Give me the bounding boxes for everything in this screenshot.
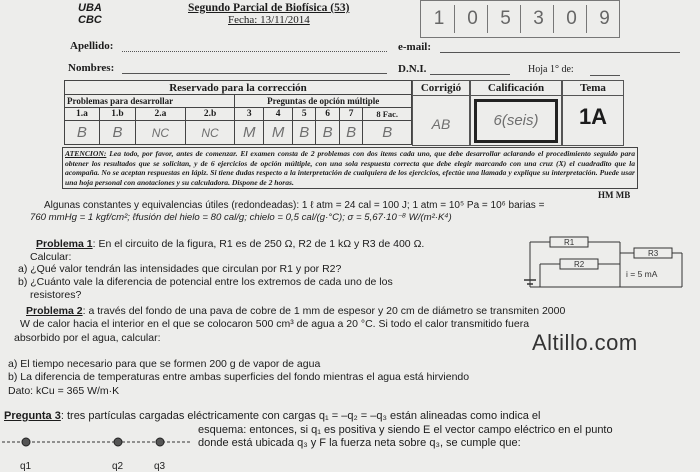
exam-title: Segundo Parcial de Biofísica (53) [188,2,350,14]
col-header: 2.b [185,108,235,121]
r1-label: R1 [564,238,575,247]
charge-q3-label: q3 [154,461,166,472]
circuit-diagram [520,232,690,302]
id-digit: 3 [520,5,556,33]
attention-label: ATENCION: [65,149,107,158]
exam-date: Fecha: 13/11/2014 [228,14,310,26]
tema-label: Tema [563,81,623,96]
grade-mark: M [235,121,264,145]
attention-notice [62,147,638,189]
calificacion-box [470,80,562,146]
apellido-field[interactable] [122,51,387,52]
email-label: e-mail: [398,41,431,53]
student-id-boxes [420,0,620,38]
problem-2-item-b: b) La diferencia de temperaturas entre ambas superficies del fondo mientras el agua está hirviendo [8,371,470,383]
hoja-field[interactable] [590,75,620,76]
corrigio-label: Corrigió [413,81,469,96]
grade-mark: B [292,121,315,145]
dni-field[interactable] [430,74,510,75]
problem-2-label: Problema 2 [26,305,83,317]
grade-mark: B [99,121,135,145]
charges-diagram [0,432,195,472]
problem-1-statement [36,238,424,250]
col-header: 1.b [99,108,135,121]
correction-table [64,80,412,145]
grade-mark: B [339,121,362,145]
corrigio-value: AB [431,116,451,132]
id-digit: 0 [454,5,490,33]
problem-1-item-a: a) ¿Qué valor tendrán las intensidades que circulan por R1 y por R2? [18,263,342,275]
problem-2-line-1 [26,305,565,317]
grade-mark: B [363,121,412,145]
question-3-label: Pregunta 3 [4,410,61,422]
tema-box [562,80,624,146]
id-digit: 5 [487,5,523,33]
charge-q3-marker [156,438,164,446]
problem-2-line-3: absorbido por el agua, calcular: [14,332,161,344]
problem-1-item-b-cont: resistores? [30,289,82,301]
grade-mark: NC [136,121,186,145]
grade-mark: B [65,121,100,145]
university-label: UBA [78,2,102,14]
tema-value: 1A [578,104,608,129]
apellido-label: Apellido: [70,40,114,52]
corrigio-box [412,80,470,146]
col-header: 2.a [136,108,186,121]
id-digit: 9 [586,5,622,33]
current-label: i = 5 mA [626,269,658,279]
problem-1-item-b: b) ¿Cuánto vale la diferencia de potencial entre los extremos de cada uno de los [18,276,393,288]
hoja-label: Hoja 1° de: [528,64,574,75]
watermark-logo: Altillo.com [532,330,638,355]
mc-header: Preguntas de opción múltiple [235,95,412,108]
calificacion-label: Calificación [471,81,561,96]
charge-q1-marker [22,438,30,446]
grade-mark: B [316,121,339,145]
nombres-label: Nombres: [68,62,115,74]
charge-q2-label: q2 [112,461,124,472]
question-3-line-2: esquema: entonces, si q₁ es positiva y siendo E el vector campo eléctrico en el punto [198,424,613,436]
id-digit: 0 [553,5,589,33]
dni-label: D.N.I. [398,63,427,75]
grade-mark: M [264,121,293,145]
problem-2-item-a: a) El tiempo necesario para que se formen 200 g de vapor de agua [8,358,321,370]
col-header: 1.a [65,108,100,121]
problem-1-calc: Calcular: [30,251,72,263]
col-header: 8 Fac. [363,108,412,121]
question-3-text-1: : tres partículas cargadas eléctricamente con cargas q₁ = –q₂ = –q₃ están alineadas como indica el [60,410,541,422]
r2-label: R2 [574,260,585,269]
school-label: CBC [78,14,102,26]
calificacion-value: 6(seis) [493,112,539,129]
corrector-initials: HM MB [598,190,631,200]
nombres-field[interactable] [122,73,387,74]
problem-2-text-1: : a través del fondo de una pava de cobre de 1 mm de espesor y 20 cm de diámetro se transmiten 2000 [82,305,566,317]
constants-line-2: 760 mmHg = 1 kgf/cm²; ℓfusión del hielo = 80 cal/g; chielo = 0,5 cal/(g·°C); σ = 5,67·10⁻⁸ W/(m²·K⁴) [30,212,452,223]
problem-2-line-2: W de calor hacia el interior en el que se colocaron 500 cm³ de agua a 20 °C. Si todo el calor transmitido fuera [20,318,530,330]
reserved-header: Reservado para la corrección [65,81,412,95]
col-header: 3 [235,108,264,121]
attention-text: Lea todo, por favor, antes de comenzar. El examen consta de 2 problemas con dos ítems cada uno, que debe desarrollar aclarando el procedimiento seguido para obtener los resultados que se solicitan, y de 6 ejercicios de opción múltiple, con una sola respuesta correcta que debe elegir marcando con una cruz (X) el cuadradito que la acompaña. No se aceptan respuestas en lápiz. Si tiene dudas respecto a la interpretación de cualquiera de los ejercicios, efectúe una llamada y explique su interpretación. Puede usar una hoja personal con anotaciones y su calculadora. Dispone de 2 horas. [65,149,635,187]
r3-label: R3 [648,249,659,258]
grade-mark: NC [185,121,235,145]
col-header: 7 [339,108,362,121]
col-header: 5 [292,108,315,121]
charge-q1-label: q1 [20,461,32,472]
problem-1-label: Problema 1 [36,238,93,250]
problems-header: Problemas para desarrollar [65,95,235,108]
question-3-line-1 [4,410,540,422]
grade-frame [474,99,558,143]
email-field[interactable] [440,52,680,53]
constants-line-1: Algunas constantes y equivalencias útiles (redondeadas): 1 ℓ atm = 24 cal = 100 J; 1 atm = 10⁵ Pa = 10⁶ barias = [44,200,545,211]
charge-q2-marker [114,438,122,446]
id-digit: 1 [433,8,445,29]
col-header: 4 [264,108,293,121]
question-3-line-3: donde está ubicada q₃ y F la fuerza neta sobre q₃, se cumple que: [198,437,521,449]
col-header: 6 [316,108,339,121]
problem-1-text: : En el circuito de la figura, R1 es de 250 Ω, R2 de 1 kΩ y R3 de 400 Ω. [92,238,425,250]
problem-2-dato: Dato: kCu = 365 W/m·K [8,385,120,397]
